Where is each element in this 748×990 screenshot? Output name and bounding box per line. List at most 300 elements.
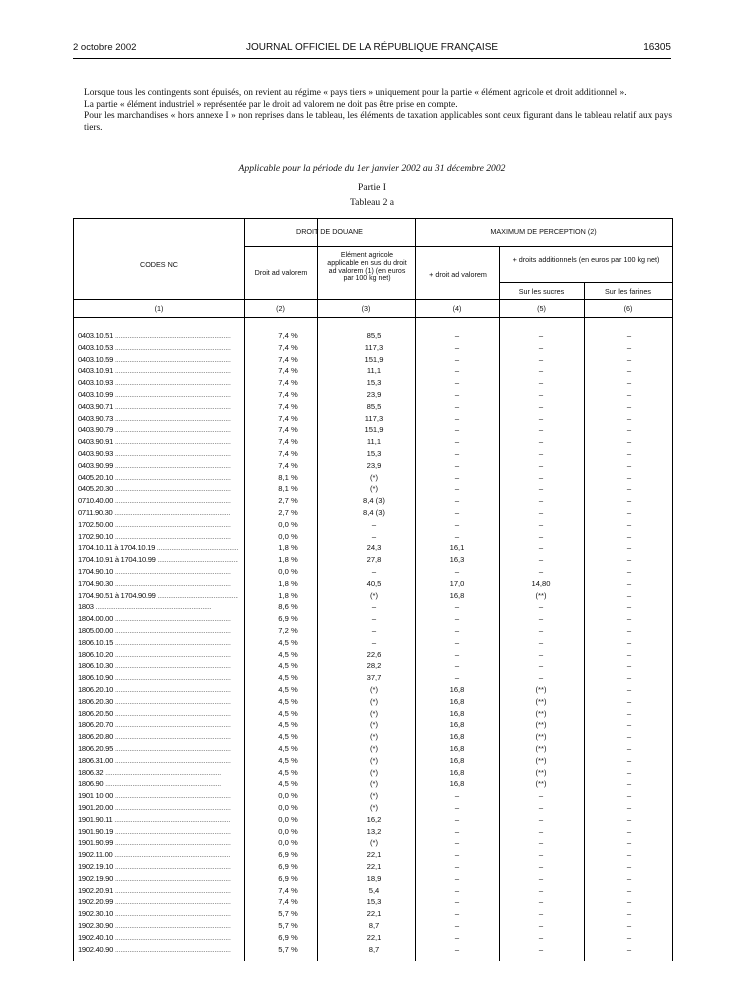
droit-ad-valorem-cell: 4,5 % [278,732,298,742]
header-page-number: 16305 [643,42,671,53]
droit-sucres-cell: (**) [535,779,547,789]
table-title: Tableau 2 a [349,197,395,208]
droit-sucres-cell: – [538,531,544,541]
droit-ad-valorem-cell: 1,8 % [278,578,298,588]
table-row [74,790,672,802]
element-agricole-cell: (*) [369,685,378,694]
max-droit-ad-valorem-cell: – [454,885,460,895]
droit-sucres-cell: – [538,921,544,930]
header-sur-sucres: Sur les sucres [518,287,565,296]
period-caption: Applicable pour la période du 1er janvier 2002 au 31 décembre 2002 [238,163,506,174]
droit-sucres-cell: (**) [535,720,547,730]
droit-farines-cell: – [626,602,632,612]
droit-sucres-cell: – [538,555,544,565]
element-agricole-cell: 15,3 [366,449,382,458]
header-droit-ad-valorem: Droit ad valorem [254,268,308,277]
code-nc-cell: 1806.20.70 ..... [78,719,238,731]
droit-farines-cell: – [626,484,632,494]
header-sur-farines: Sur les farines [605,287,651,296]
droit-farines-cell: – [626,449,632,458]
header-rule [73,58,671,59]
column-number: (2) [276,304,285,313]
droit-farines-cell: – [626,331,632,340]
header-rule [244,246,672,247]
table-row [74,908,672,920]
droit-ad-valorem-cell: 2,7 % [278,496,298,506]
droit-ad-valorem-cell: 6,9 % [278,932,298,942]
droit-sucres-cell: (**) [535,732,547,742]
droit-ad-valorem-cell: 8,1 % [278,484,298,494]
droit-ad-valorem-cell: 4,5 % [278,661,298,671]
max-droit-ad-valorem-cell: 16,8 [449,720,465,730]
max-droit-ad-valorem-cell: – [454,472,460,482]
droit-ad-valorem-cell: 7,4 % [278,354,298,364]
droit-farines-cell: – [626,838,632,848]
droit-sucres-cell: (**) [535,755,547,765]
column-number: (5) [537,304,546,313]
droit-farines-cell: – [626,626,632,635]
element-agricole-cell: (*) [369,791,378,801]
droit-farines-cell: – [626,531,632,541]
column-number: (1) [154,304,164,313]
droit-sucres-cell: – [538,449,544,458]
table-row [74,413,672,425]
droit-sucres-cell: – [538,331,544,340]
droit-sucres-cell: – [538,803,544,812]
table-row [74,649,672,661]
element-agricole-cell: 117,3 [364,342,384,352]
code-nc-cell: 1806.10.20 ..... [78,649,238,661]
droit-ad-valorem-cell: 5,7 % [278,921,298,930]
element-agricole-cell: 37,7 [366,673,382,683]
element-agricole-cell: 117,3 [364,413,384,423]
droit-sucres-cell: – [538,791,544,801]
droit-ad-valorem-cell: 0,0 % [278,803,298,812]
element-agricole-cell: (*) [369,732,378,742]
droit-sucres-cell: – [538,850,544,860]
code-nc-cell: 1806.32 ..... [78,767,238,779]
max-droit-ad-valorem-cell: – [454,401,460,411]
droit-ad-valorem-cell: 1,8 % [278,555,298,565]
droit-sucres-cell: – [538,401,544,411]
droit-sucres-cell: – [538,472,544,482]
table-row [74,354,672,366]
table-row [74,743,672,755]
code-nc-cell: 1806.10.90 ..... [78,672,238,684]
max-droit-ad-valorem-cell: – [454,897,460,907]
element-agricole-cell: 85,5 [366,401,382,411]
droit-farines-cell: – [626,873,632,883]
max-droit-ad-valorem-cell: – [454,921,460,930]
element-agricole-cell: (*) [369,696,378,706]
max-droit-ad-valorem-cell: – [454,814,460,824]
droit-sucres-cell: – [538,814,544,824]
element-agricole-cell: 151,9 [364,425,384,435]
element-agricole-cell: 11,1 [366,366,382,376]
droit-sucres-cell: – [538,614,544,624]
header-maximum-perception: MAXIMUM DE PERCEPTION (2) [490,227,597,236]
max-droit-ad-valorem-cell: – [454,673,460,683]
droit-ad-valorem-cell: 7,4 % [278,460,298,470]
table-row [74,637,672,649]
intro-text [84,88,672,134]
code-nc-cell: 1902.40.10 ..... [78,932,238,944]
droit-farines-cell: – [626,614,632,624]
droit-farines-cell: – [626,921,632,930]
droit-farines-cell: – [626,826,632,836]
droit-ad-valorem-cell: 5,7 % [278,944,298,954]
droit-ad-valorem-cell: 4,5 % [278,685,298,694]
droit-ad-valorem-cell: 0,0 % [278,791,298,801]
max-droit-ad-valorem-cell: – [454,567,460,576]
code-nc-cell: 1806.20.50 ..... [78,708,238,720]
droit-farines-cell: – [626,885,632,895]
droit-farines-cell: – [626,708,632,718]
droit-ad-valorem-cell: 1,8 % [278,543,298,553]
droit-ad-valorem-cell: 7,4 % [278,413,298,423]
code-nc-cell: 1901.90.99 ..... [78,837,238,849]
max-droit-ad-valorem-cell: 16,8 [449,708,465,718]
code-nc-cell: 1806.90 ..... [78,778,238,790]
droit-sucres-cell: (**) [535,696,547,706]
droit-farines-cell: – [626,543,632,553]
code-nc-cell: 1902.19.10 ..... [78,861,238,873]
max-droit-ad-valorem-cell: – [454,519,460,529]
droit-farines-cell: – [626,637,632,647]
table-row [74,684,672,696]
code-nc-cell: 1902.11.00 ..... [78,849,238,861]
code-nc-cell: 0403.10.99 ..... [78,389,238,401]
element-agricole-cell: 23,9 [366,460,382,470]
code-nc-cell: 1902.20.99 ..... [78,896,238,908]
max-droit-ad-valorem-cell: – [454,909,460,919]
droit-sucres-cell: – [538,425,544,435]
max-droit-ad-valorem-cell: – [454,932,460,942]
max-droit-ad-valorem-cell: 16,3 [449,555,465,565]
max-droit-ad-valorem-cell: – [454,449,460,458]
table-row [74,554,672,566]
table-row [74,778,672,790]
droit-ad-valorem-cell: 0,0 % [278,519,298,529]
droit-farines-cell: – [626,590,632,600]
max-droit-ad-valorem-cell: – [454,378,460,388]
page-header [73,42,671,56]
element-agricole-cell: – [371,626,377,635]
code-nc-cell: 1902.30.90 ..... [78,920,238,932]
droit-ad-valorem-cell: 7,2 % [278,626,298,635]
droit-farines-cell: – [626,649,632,659]
table-row [74,365,672,377]
droit-ad-valorem-cell: 7,4 % [278,897,298,907]
code-nc-cell: 0403.90.73 ..... [78,413,238,425]
max-droit-ad-valorem-cell: – [454,826,460,836]
droit-farines-cell: – [626,567,632,576]
table-row [74,590,672,602]
code-nc-cell: 1803 ..... [78,601,238,613]
droit-ad-valorem-cell: 4,5 % [278,649,298,659]
droit-farines-cell: – [626,944,632,954]
droit-ad-valorem-cell: 7,4 % [278,449,298,458]
droit-ad-valorem-cell: 7,4 % [278,366,298,376]
droit-farines-cell: – [626,508,632,517]
max-droit-ad-valorem-cell: – [454,354,460,364]
code-nc-cell: 1704.10.91 à 1704.10.99 ..... [78,554,238,566]
droit-ad-valorem-cell: 1,8 % [278,590,298,600]
element-agricole-cell: 23,9 [366,390,382,399]
droit-sucres-cell: – [538,944,544,954]
element-agricole-cell: 27,8 [366,555,382,565]
code-nc-cell: 0403.10.93 ..... [78,377,238,389]
element-agricole-cell: – [371,614,377,624]
droit-sucres-cell: (**) [535,708,547,718]
header-codes-nc: CODES NC [140,260,178,269]
header-journal-title: JOURNAL OFFICIEL DE LA RÉPUBLIQUE FRANÇAISE [245,42,499,53]
droit-ad-valorem-cell: 6,9 % [278,850,298,860]
table-row [74,826,672,838]
header-rule [499,282,672,283]
table-row [74,531,672,543]
droit-farines-cell: – [626,673,632,683]
max-droit-ad-valorem-cell: – [454,944,460,954]
max-droit-ad-valorem-cell: – [454,531,460,541]
element-agricole-cell: 8,4 (3) [363,508,385,517]
table-row [74,578,672,590]
element-agricole-cell: – [371,637,377,647]
column-number: (4) [452,304,462,313]
table-row [74,861,672,873]
table-row [74,377,672,389]
element-agricole-cell: 16,2 [366,814,382,824]
droit-ad-valorem-cell: 7,4 % [278,390,298,399]
droit-sucres-cell: – [538,885,544,895]
code-nc-cell: 1902.19.90 ..... [78,873,238,885]
droit-ad-valorem-cell: 0,0 % [278,826,298,836]
droit-ad-valorem-cell: 7,4 % [278,437,298,447]
element-agricole-cell: 22,1 [366,932,382,942]
droit-ad-valorem-cell: 6,9 % [278,873,298,883]
table-row [74,519,672,531]
code-nc-cell: 0403.10.51 ..... [78,330,238,342]
max-droit-ad-valorem-cell: 16,8 [449,696,465,706]
table-row [74,460,672,472]
droit-farines-cell: – [626,744,632,753]
droit-sucres-cell: – [538,484,544,494]
droit-sucres-cell: – [538,390,544,399]
table-row [74,920,672,932]
max-droit-ad-valorem-cell: – [454,331,460,340]
element-agricole-cell: – [371,567,377,576]
code-nc-cell: 0403.10.59 ..... [78,354,238,366]
droit-sucres-cell: – [538,661,544,671]
droit-farines-cell: – [626,425,632,435]
table-row [74,566,672,578]
header-droits-additionnels: + droits additionnels (en euros par 100 kg net) [512,255,660,264]
max-droit-ad-valorem-cell: – [454,862,460,871]
element-agricole-cell: 18,9 [366,873,382,883]
element-agricole-cell: 22,6 [366,649,382,659]
table-row [74,814,672,826]
table-row [74,601,672,613]
table-row [74,342,672,354]
droit-farines-cell: – [626,850,632,860]
table-row [74,932,672,944]
max-droit-ad-valorem-cell: – [454,484,460,494]
table-row [74,660,672,672]
table-row [74,767,672,779]
droit-sucres-cell: – [538,873,544,883]
code-nc-cell: 1806.10.30 ..... [78,660,238,672]
droit-sucres-cell: (**) [535,590,547,600]
element-agricole-cell: (*) [369,590,378,600]
droit-sucres-cell: – [538,508,544,517]
code-nc-cell: 1806.20.80 ..... [78,731,238,743]
element-agricole-cell: (*) [369,755,378,765]
max-droit-ad-valorem-cell: – [454,873,460,883]
droit-sucres-cell: (**) [535,685,547,694]
code-nc-cell: 0403.10.53 ..... [78,342,238,354]
code-nc-cell: 1804.00.00 ..... [78,613,238,625]
droit-ad-valorem-cell: 4,5 % [278,696,298,706]
element-agricole-cell: 15,3 [366,378,382,388]
droit-farines-cell: – [626,378,632,388]
droit-ad-valorem-cell: 6,9 % [278,614,298,624]
header-element-agricole: Elément agricole applicable en sus du droit ad valorem (1) (en euros par 100 kg net) [327,252,407,283]
code-nc-cell: 1901 10 00 ..... [78,790,238,802]
droit-farines-cell: – [626,696,632,706]
droit-ad-valorem-cell: 4,5 % [278,720,298,730]
table-row [74,837,672,849]
droit-farines-cell: – [626,767,632,777]
code-nc-cell: 1704.90.30 ..... [78,578,238,590]
max-droit-ad-valorem-cell: 16,8 [449,744,465,753]
code-nc-cell: 1806.31.00 ..... [78,755,238,767]
droit-farines-cell: – [626,661,632,671]
droit-farines-cell: – [626,897,632,907]
table-row [74,696,672,708]
droit-sucres-cell: – [538,932,544,942]
droit-farines-cell: – [626,401,632,411]
droit-farines-cell: – [626,779,632,789]
droit-sucres-cell: – [538,838,544,848]
droit-ad-valorem-cell: 7,4 % [278,885,298,895]
code-nc-cell: 1901.90.19 ..... [78,826,238,838]
max-droit-ad-valorem-cell: – [454,342,460,352]
droit-farines-cell: – [626,519,632,529]
droit-sucres-cell: – [538,862,544,871]
droit-ad-valorem-cell: 7,4 % [278,425,298,435]
code-nc-cell: 1901.90.11 ..... [78,814,238,826]
code-nc-cell: 1702.90.10 ..... [78,531,238,543]
droit-sucres-cell: – [538,826,544,836]
table-row [74,483,672,495]
code-nc-cell: 1902.40.90 ..... [78,944,238,956]
max-droit-ad-valorem-cell: 16,8 [449,779,465,789]
header-rule [74,317,672,318]
droit-farines-cell: – [626,555,632,565]
droit-ad-valorem-cell: 0,0 % [278,814,298,824]
code-nc-cell: 0403.90.71 ..... [78,401,238,413]
droit-farines-cell: – [626,354,632,364]
code-nc-cell: 0403.90.79 ..... [78,424,238,436]
droit-ad-valorem-cell: 5,7 % [278,909,298,919]
table-row [74,944,672,956]
element-agricole-cell: (*) [369,767,378,777]
max-droit-ad-valorem-cell: – [454,496,460,506]
element-agricole-cell: 8,7 [368,921,380,930]
code-nc-cell: 1806.20.10 ..... [78,684,238,696]
droit-ad-valorem-cell: 7,4 % [278,401,298,411]
element-agricole-cell: (*) [369,720,378,730]
droit-ad-valorem-cell: 4,5 % [278,779,298,789]
max-droit-ad-valorem-cell: – [454,460,460,470]
element-agricole-cell: (*) [369,708,378,718]
droit-sucres-cell: – [538,437,544,447]
max-droit-ad-valorem-cell: – [454,791,460,801]
droit-sucres-cell: – [538,602,544,612]
table-row [74,613,672,625]
droit-farines-cell: – [626,814,632,824]
element-agricole-cell: 28,2 [366,661,382,671]
max-droit-ad-valorem-cell: – [454,366,460,376]
max-droit-ad-valorem-cell: – [454,850,460,860]
code-nc-cell: 0403.90.91 ..... [78,436,238,448]
intro-paragraph: La partie « élément industriel » représentée par le droit ad valorem ne doit pas être prise en compte. [84,99,458,110]
code-nc-cell: 1704.90.51 à 1704.90.99 ..... [78,590,238,602]
element-agricole-cell: 22,1 [366,909,382,919]
max-droit-ad-valorem-cell: 17,0 [449,578,465,588]
droit-farines-cell: – [626,437,632,447]
column-number: (3) [361,304,371,313]
table-row [74,672,672,684]
table-row [74,731,672,743]
column-number: (6) [623,304,633,313]
code-nc-cell: 1806.10.15 ..... [78,637,238,649]
droit-ad-valorem-cell: 0,0 % [278,567,298,576]
max-droit-ad-valorem-cell: 16,8 [449,732,465,742]
droit-sucres-cell: – [538,909,544,919]
element-agricole-cell: (*) [369,779,378,789]
code-nc-cell: 0403.90.93 ..... [78,448,238,460]
droit-sucres-cell: – [538,378,544,388]
droit-ad-valorem-cell: 4,5 % [278,744,298,753]
max-droit-ad-valorem-cell: – [454,661,460,671]
droit-sucres-cell: – [538,460,544,470]
element-agricole-cell: 13,2 [366,826,382,836]
max-droit-ad-valorem-cell: – [454,425,460,435]
table-row [74,896,672,908]
droit-ad-valorem-cell: 7,4 % [278,342,298,352]
max-droit-ad-valorem-cell: – [454,508,460,517]
table-row [74,448,672,460]
max-droit-ad-valorem-cell: – [454,803,460,812]
element-agricole-cell: 8,7 [368,944,380,954]
droit-farines-cell: – [626,791,632,801]
droit-ad-valorem-cell: 0,0 % [278,838,298,848]
droit-farines-cell: – [626,366,632,376]
droit-farines-cell: – [626,803,632,812]
element-agricole-cell: – [371,531,377,541]
droit-sucres-cell: (**) [535,767,547,777]
code-nc-cell: 0711.90.30 ..... [78,507,238,519]
droit-farines-cell: – [626,932,632,942]
droit-sucres-cell: 14,80 [531,578,551,588]
droit-sucres-cell: – [538,496,544,506]
table-row [74,389,672,401]
droit-farines-cell: – [626,342,632,352]
table-row [74,507,672,519]
element-agricole-cell: (*) [369,744,378,753]
droit-sucres-cell: – [538,366,544,376]
